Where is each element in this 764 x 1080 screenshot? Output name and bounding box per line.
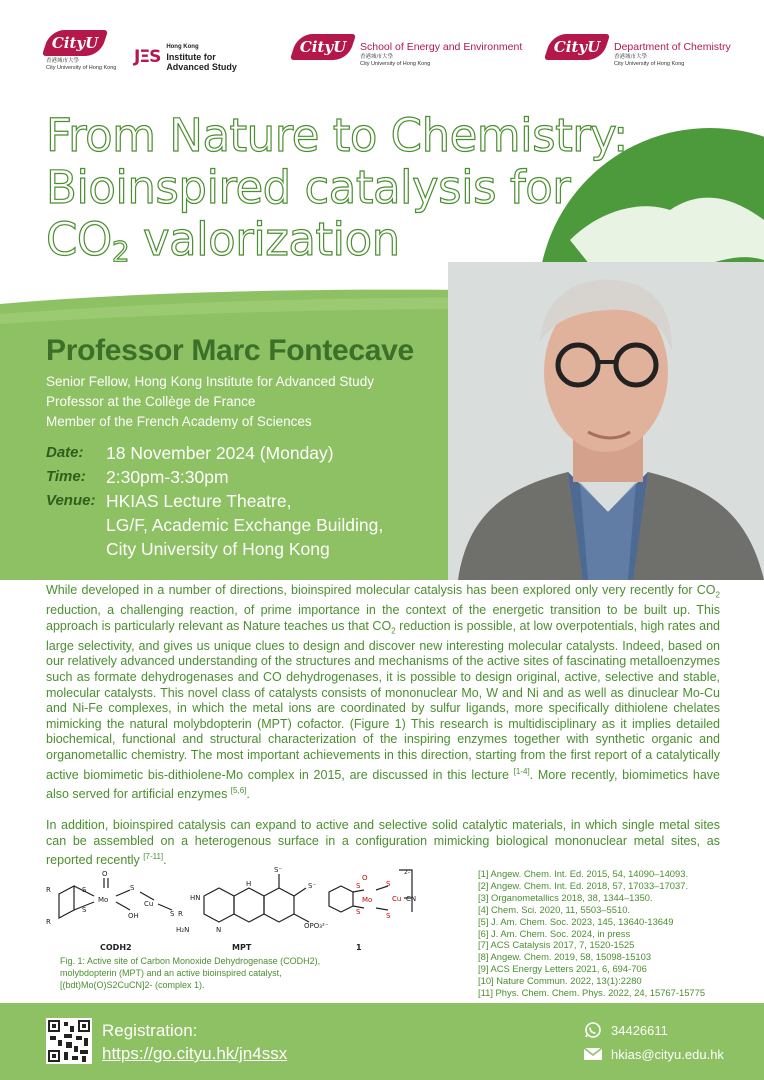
svg-text:R: R: [46, 886, 51, 894]
svg-text:S: S: [170, 910, 175, 918]
registration-link[interactable]: https://go.cityu.hk/jn4ssx: [102, 1044, 288, 1063]
reference-item: [4] Chem. Sci. 2020, 11, 5503–5510.: [478, 903, 631, 915]
cityu-badge: CityU: [294, 34, 352, 60]
chem-label: Department of Chemistry: [614, 41, 731, 53]
reference-item: [2] Angew. Chem. Int. Ed. 2018, 57, 17033–17037.: [478, 879, 689, 891]
reference-item: [6] J. Am. Chem. Soc. 2024, in press: [478, 927, 631, 939]
svg-text:S⁻: S⁻: [274, 866, 283, 874]
email-contact: [583, 1046, 724, 1062]
registration-label: Registration:: [102, 1021, 198, 1040]
svg-text:O: O: [362, 874, 368, 882]
svg-text:O: O: [102, 870, 108, 878]
svg-text:H: H: [246, 880, 252, 888]
reference-item: [3] Organometallics 2018, 38, 1344–1350.: [478, 891, 653, 903]
svg-text:Cu: Cu: [392, 895, 402, 903]
references-list: [478, 868, 748, 999]
svg-text:HN: HN: [190, 894, 201, 902]
phone-contact: [583, 1022, 668, 1038]
reference-item: [9] ACS Energy Letters 2021, 6, 694-706: [478, 963, 647, 975]
logo-row: [0, 28, 764, 78]
figure-caption: Fig. 1: Active site of Carbon Monoxide Dehydrogenase (CODH2), molybdopterin (MPT) and an active bioinspired catalyst, [(bdt)Mo(O)S2CuCN]2- (complex 1).: [60, 956, 321, 990]
chemical-structures-figure: [44, 866, 417, 956]
affiliation-line: Member of the French Academy of Sciences: [46, 414, 312, 429]
cityu-logo: [46, 30, 116, 72]
svg-text:Cu: Cu: [144, 900, 154, 908]
svg-text:S: S: [386, 912, 391, 920]
date-label: Date:: [46, 444, 84, 461]
svg-text:H₂N: H₂N: [176, 926, 190, 934]
svg-text:Mo: Mo: [362, 896, 373, 904]
abstract-paragraph-1: While developed in a number of directions, bioinspired molecular catalysis has been explored only very recently for $CO_2$ reduction, a challenging reaction, of prime importance in the context of the energetic transition to be built up. This approach is particularly relevant as Nature teaches us that $CO_2$ reduction is possible, at low overpotentials, high rates and large selectivity, and gives us unique clues to design and discover new interesting molecular catalysts. Indeed, based on our relatively advanced understanding of the structures and mechanisms of the active sites of fascinating metalloenzymes such as formate dehydrogenases and CO dehydrogenases, it is possible to design original, active, selective and stable, molecular catalysts. This novel class of catalysts consists of mononuclear Mo, W and Ni and as well as dinuclear Mo-Cu and Ni-Fe complexes, in which the metal ions are coordinated by sulfur ligands, more specifically dithiolene chelates mimicking the natural molybdopterin (MPT) cofactor. (Figure 1) This research is multidisciplinary as it implies detailed biochemical, functional and structural characterization of the inspiring enzymes together with synthetic organic and organometallic chemistry. The most important achievements in this direction, starting from the first report of a catalytically active biomimetic bis-dithiolene-Mo complex in 2015, are discussed in this lecture [1-4]. More recently, biomimetics have also served for artificial enzymes [5,6].: [46, 583, 720, 802]
mpt-label: MPT: [232, 943, 252, 952]
affiliation-line: Professor at the Collège de France: [46, 394, 256, 409]
venue-label: Venue:: [46, 492, 96, 509]
svg-text:Mo: Mo: [98, 896, 109, 904]
event-title: From Nature to Chemistry: Bioinspired catalysis for $CO_2$ valorization: [46, 109, 628, 268]
abstract-paragraph-2: In addition, bioinspired catalysis can expand to active and selective solid catalytic materials, in which single metal sites can be assembled on a heterogenous surface in a configuration mimicking biological mononuclear metal sites, as reported recently [7-11].: [46, 818, 720, 868]
see-label: School of Energy and Environment: [360, 41, 523, 53]
svg-text:S⁻: S⁻: [308, 882, 317, 890]
time-label: Time:: [46, 468, 86, 485]
cityu-badge: CityU: [46, 30, 104, 56]
reference-item: [11] Phys. Chem. Chem. Phys. 2022, 24, 15767-15775: [478, 987, 706, 999]
svg-text:S: S: [356, 908, 361, 916]
speaker-affiliations: [46, 372, 374, 432]
reference-item: [7] ACS Catalysis 2017, 7, 1520-1525: [478, 939, 635, 951]
hkias-mark-icon: ЈΞS: [134, 47, 161, 67]
reference-item: [5] J. Am. Chem. Soc. 2023, 145, 13640-13649: [478, 915, 674, 927]
email-address[interactable]: hkias@cityu.edu.hk: [611, 1046, 724, 1062]
reference-item: [8] Angew. Chem. 2019, 58, 15098-15103: [478, 951, 652, 963]
codh2-structure: [59, 878, 172, 918]
see-logo: CityU School of Energy and Environment 香港城市大學 City University of Hong Kong: [294, 34, 522, 68]
codh2-label: CODH2: [100, 943, 132, 952]
svg-text:R: R: [178, 910, 183, 918]
footer: [0, 1003, 764, 1080]
complex-1-structure: [329, 870, 412, 912]
mail-icon: [583, 1046, 603, 1062]
svg-text:S: S: [356, 882, 361, 890]
svg-text:S: S: [386, 880, 391, 888]
venue-value: HKIAS Lecture Theatre, LG/F, Academic Exchange Building, City University of Hong Kong: [106, 491, 384, 559]
svg-text:S: S: [82, 906, 87, 914]
svg-text:CN: CN: [406, 895, 417, 903]
reference-item: [1] Angew. Chem. Int. Ed. 2015, 54, 14090–14093.: [478, 868, 689, 879]
speaker-portrait: [448, 262, 764, 580]
date-value: 18 November 2024 (Monday): [106, 443, 334, 463]
qr-code-icon[interactable]: [46, 1018, 92, 1064]
svg-text:N: N: [216, 926, 222, 934]
whatsapp-icon: [583, 1022, 603, 1038]
speaker-name: Professor Marc Fontecave: [46, 334, 414, 367]
time-value: 2:30pm-3:30pm: [106, 467, 229, 487]
svg-text:S: S: [82, 886, 87, 894]
hkias-logo: ЈΞS Hong Kong Institute for Advanced Study: [134, 44, 237, 72]
chem-logo: CityU Department of Chemistry 香港城市大學 City University of Hong Kong: [548, 34, 731, 68]
cityu-badge: CityU: [548, 34, 606, 60]
mpt-structure: [204, 874, 309, 922]
svg-text:R: R: [46, 918, 51, 926]
charge-label: 2-: [404, 869, 410, 876]
abstract: [46, 583, 720, 884]
complex-1-label: 1: [356, 943, 362, 952]
phone-number: 34426611: [611, 1022, 668, 1038]
affiliation-line: Senior Fellow, Hong Kong Institute for Advanced Study: [46, 374, 374, 389]
cityu-subtitle: 香港城市大學 City University of Hong Kong: [46, 58, 117, 71]
reference-item: [10] Nature Commun. 2022, 13(1):2280: [478, 975, 642, 987]
event-info: [46, 441, 383, 561]
svg-text:S: S: [130, 884, 135, 892]
svg-text:OPO₃²⁻: OPO₃²⁻: [304, 922, 329, 930]
svg-text:OH: OH: [128, 912, 139, 920]
